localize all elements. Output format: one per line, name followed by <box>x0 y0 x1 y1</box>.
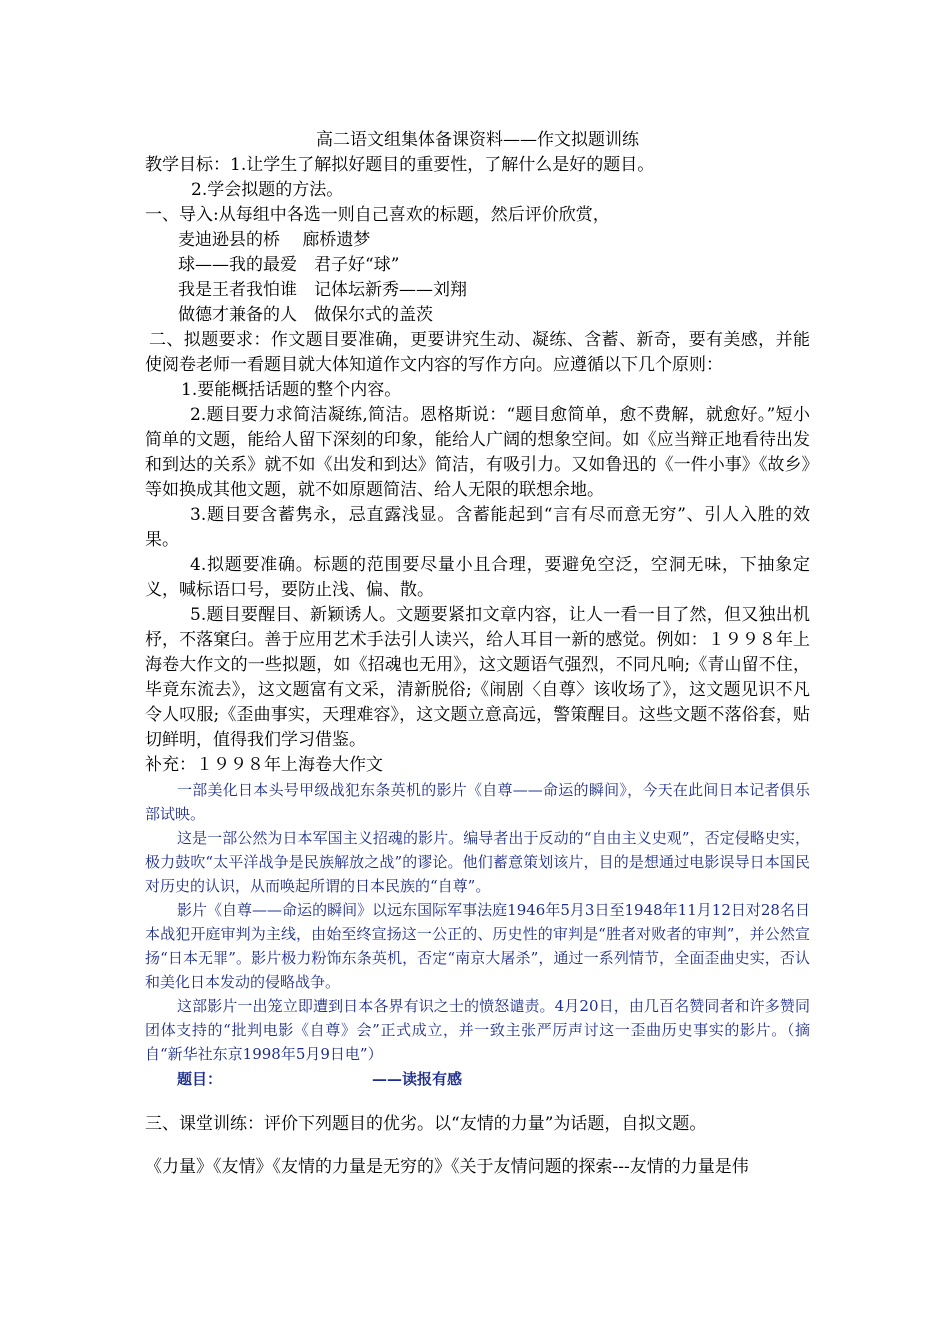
news-paragraph-4: 这部影片一出笼立即遭到日本各界有识之士的愤怒谴责。4月20日，由几百名赞同者和许多赞同团体支持的“批判电影《自尊》会”正式成立，并一致主张严厉声讨这一歪曲历史事实的影片。（摘自“新华社东京1998年5月9日电”） <box>145 997 810 1063</box>
news-paragraph-3: 影片《自尊——命运的瞬间》以远东国际军事法庭1946年5月3日至1948年11月12日对28名日本战犯开庭审判为主线，由始至终宣扬这一公正的、历史性的审判是“胜者对败者的审判”，并公然宣扬“日本无罪”。影片极力粉饰东条英机，否定“南京大屠杀”，通过一系列情节，全面歪曲史实，否认和美化日本发动的侵略战争。 <box>145 901 810 991</box>
section-requirements: 二、拟题要求：作文题目要准确，更要讲究生动、凝练、含蓄、新奇，要有美感，并能使阅卷老师一看题目就大体知道作文内容的写作方向。应遵循以下几个原则： <box>145 330 810 375</box>
spacer <box>145 1092 810 1112</box>
rule-5: 5.题目要醒目、新颖诱人。文题要紧扣文章内容，让人一看一目了然，但又独出机杼，不落窠臼。善于应用艺术手法引人读兴，给人耳目一新的感觉。例如：１９９８年上海卷大作文的一些拟题，如《招魂也无用》，这文题语气强烈，不同凡响;《青山留不住，毕竟东流去》，这文题富有文采，清新脱俗;《闹剧〈自尊〉该收场了》，这文题见识不凡令人叹服;《歪曲事实，天理难容》，这文题立意高远，警策醒目。这些文题不落俗套，贴切鲜明，值得我们学习借鉴。 <box>145 605 810 750</box>
topic-suffix: ——读报有感 <box>372 1070 463 1088</box>
section-practice: 三、课堂训练：评价下列题目的优劣。以“友情的力量”为话题，自拟文题。 <box>145 1114 707 1134</box>
topic-label: 题目： <box>177 1070 223 1088</box>
topic-line <box>145 1066 810 1092</box>
rule-1: 1.要能概括话题的整个内容。 <box>181 380 402 400</box>
news-paragraph-2: 这是一部公然为日本军国主义招魂的影片。编导者出于反动的“自由主义史观”，否定侵略史实，极力鼓吹“太平洋战争是民族解放之战”的谬论。他们蓄意策划该片，目的是想通过电影误导日本国民对历史的认识，从而唤起所谓的日本民族的“自尊”。 <box>145 829 810 895</box>
document-body <box>145 127 810 1180</box>
document-title: 高二语文组集体备课资料——作文拟题训练 <box>316 130 639 150</box>
rule-3: 3.题目要含蓄隽永，忌直露浅显。含蓄能起到“言有尽而意无穷”、引人入胜的效果。 <box>145 505 810 550</box>
spacer <box>145 1137 810 1155</box>
rule-4: 4.拟题要准确。标题的范围要尽量小且合理，要避免空泛，空洞无味，下抽象定义，喊标语口号，要防止浅、偏、散。 <box>145 555 810 600</box>
news-paragraph-1: 一部美化日本头号甲级战犯东条英机的影片《自尊——命运的瞬间》，今天在此间日本记者俱乐部试映。 <box>145 781 810 823</box>
example-title-3: 我是王者我怕谁 记体坛新秀——刘翔 <box>178 280 467 300</box>
candidate-titles: 《力量》《友情》《友情的力量是无穷的》《关于友情问题的探索---友情的力量是伟 <box>145 1157 749 1177</box>
example-title-2: 球——我的最爱 君子好“球” <box>178 255 400 275</box>
rule-2: 2.题目要力求简洁凝练,简洁。恩格斯说：“题目愈简单，愈不费解，就愈好。”短小简单的文题，能给人留下深刻的印象，能给人广阔的想象空间。如《应当辩正地看待出发和到达的关系》就不如《出发和到达》简洁，有吸引力。又如鲁迅的《一件小事》《故乡》等如换成其他文题，就不如原题简洁、给人无限的联想余地。 <box>145 405 810 500</box>
supplement-heading: 补充：１９９８年上海卷大作文 <box>145 755 383 775</box>
example-title-4: 做德才兼备的人 做保尔式的盖茨 <box>178 305 433 325</box>
teaching-goal-2: 2.学会拟题的方法。 <box>191 180 344 200</box>
section-intro: 一、导入:从每组中各选一则自己喜欢的标题，然后评价欣赏， <box>145 205 610 225</box>
example-title-1: 麦迪逊县的桥 廊桥遗梦 <box>178 230 371 250</box>
teaching-goal-1: 教学目标：1.让学生了解拟好题目的重要性，了解什么是好的题目。 <box>145 155 655 175</box>
